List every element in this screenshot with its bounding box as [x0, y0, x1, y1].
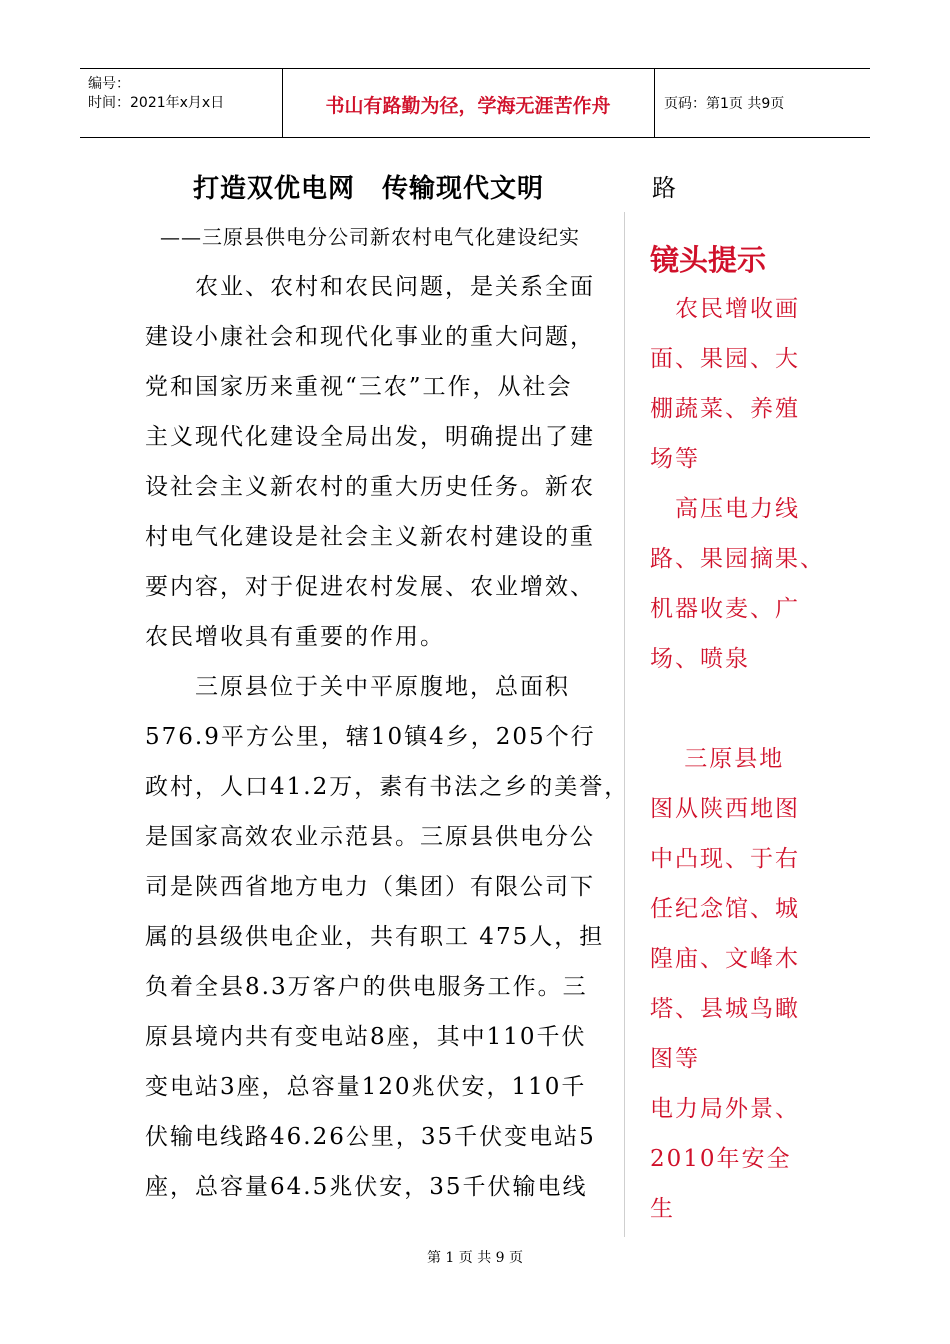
sidebar-line: 场、喷泉 [650, 646, 750, 672]
page-footer: 第 1 页 共 9 页 [426, 1250, 524, 1266]
sidebar-line: 场等 [650, 446, 700, 472]
article-line: 农民增收具有重要的作用。 [145, 624, 445, 650]
sidebar-line: 隍庙、文峰木 [650, 946, 800, 972]
article-body [145, 262, 630, 1212]
sidebar-line: 中凸现、于右 [650, 846, 800, 872]
article-line: 农业、农村和农民问题，是关系全面 [145, 274, 595, 300]
article-title-tail: 路 [652, 174, 676, 202]
article-line: 576.9平方公里，辖10镇4乡，205个行 [145, 724, 596, 750]
sidebar-line [650, 684, 850, 734]
article-title: 打造双优电网 传输现代文明 [193, 174, 545, 204]
sidebar-line: 2010年安全 [650, 1146, 792, 1172]
sidebar-line: 生 [650, 1196, 675, 1222]
article-line: 座，总容量64.5兆伏安，35千伏输电线 [145, 1174, 588, 1200]
article-line: 属的县级供电企业，共有职工 475人，担 [145, 924, 605, 950]
sidebar-line: 农民增收画 [650, 296, 800, 322]
sidebar-heading: 镜头提示 [650, 243, 767, 277]
article-line: 村电气化建设是社会主义新农村建设的重 [145, 524, 595, 550]
article-line: 原县境内共有变电站8座，其中110千伏 [145, 1024, 587, 1050]
sidebar-line: 电力局外景、 [650, 1096, 800, 1122]
article-line: 主义现代化建设全局出发，明确提出了建 [145, 424, 595, 450]
article-subtitle: ——三原县供电分公司新农村电气化建设纪实 [160, 225, 580, 249]
article-line: 三原县位于关中平原腹地，总面积 [145, 674, 570, 700]
sidebar-line: 高压电力线 [650, 496, 800, 522]
header-motto: 书山有路勤为径，学海无涯苦作舟 [325, 95, 611, 117]
sidebar-line: 机器收麦、广 [650, 596, 800, 622]
sidebar-line: 棚蔬菜、养殖 [650, 396, 800, 422]
article-line: 设社会主义新农村的重大历史任务。新农 [145, 474, 595, 500]
article-line: 要内容，对于促进农村发展、农业增效、 [145, 574, 595, 600]
sidebar-notes [650, 284, 850, 1234]
document-header [80, 68, 870, 138]
header-number-label: 编号： [88, 76, 130, 92]
sidebar-line: 三原县地 [650, 746, 785, 772]
header-time-label: 时间：2021年x月x日 [88, 95, 225, 111]
header-divider [654, 69, 655, 137]
article-line: 司是陕西省地方电力（集团）有限公司下 [145, 874, 595, 900]
article-line: 是国家高效农业示范县。三原县供电分公 [145, 824, 595, 850]
header-meta [88, 75, 224, 113]
article-line: 建设小康社会和现代化事业的重大问题， [145, 324, 595, 350]
sidebar-line: 塔、县城鸟瞰 [650, 996, 800, 1022]
sidebar-line: 路、果园摘果、 [650, 546, 825, 572]
sidebar-line: 图从陕西地图 [650, 796, 800, 822]
sidebar-line: 图等 [650, 1046, 700, 1072]
article-line: 伏输电线路46.26公里，35千伏变电站5 [145, 1124, 596, 1150]
article-line: 党和国家历来重视“三农”工作，从社会 [145, 374, 573, 400]
sidebar-line: 任纪念馆、城 [650, 896, 800, 922]
article-line: 政村，人口41.2万，素有书法之乡的美誉， [145, 774, 630, 800]
article-line: 负着全县8.3万客户的供电服务工作。三 [145, 974, 588, 1000]
header-page-info: 页码：第1页 共9页 [664, 96, 785, 112]
article-line: 变电站3座，总容量120兆伏安，110千 [145, 1074, 587, 1100]
sidebar-line: 面、果园、大 [650, 346, 800, 372]
